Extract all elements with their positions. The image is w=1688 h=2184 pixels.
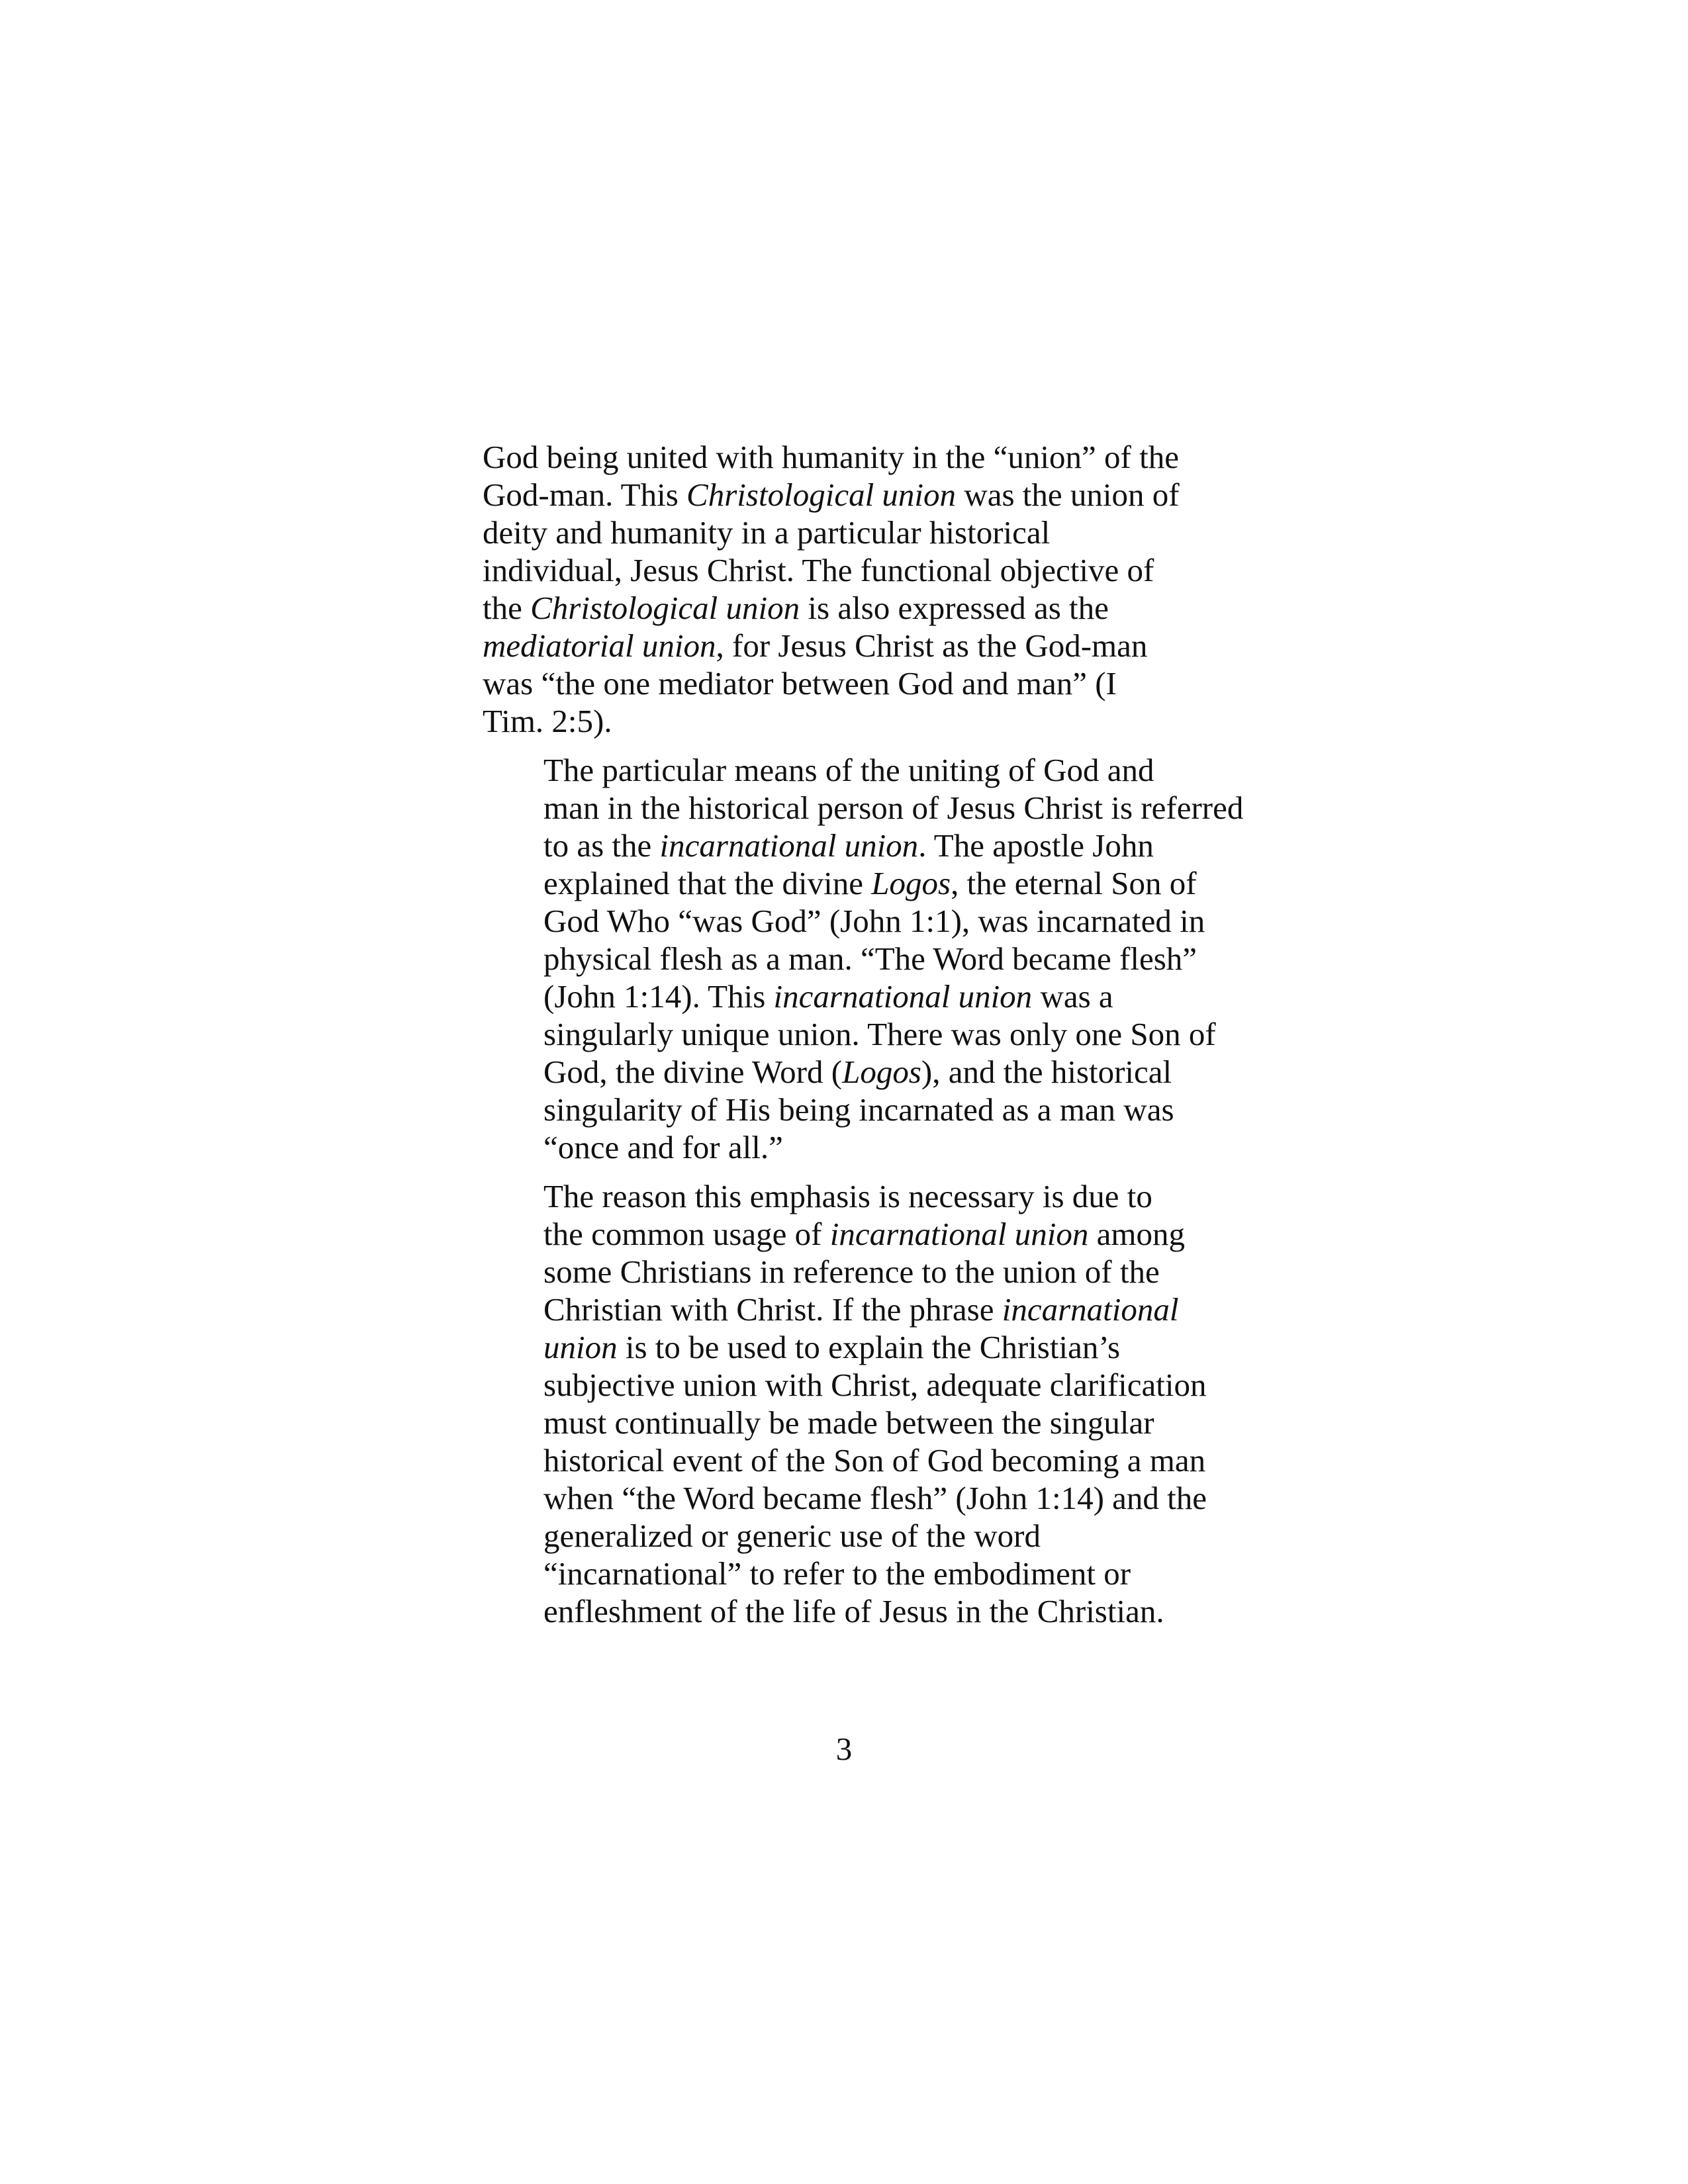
text-line <box>483 1592 1205 1630</box>
text-run: generalized or generic use of the word <box>543 1518 1041 1554</box>
paragraph <box>483 751 1244 1166</box>
text-line <box>483 1128 1205 1166</box>
text-line <box>483 702 1205 740</box>
text-run: God, the divine Word ( <box>543 1054 843 1090</box>
text-run: among <box>1088 1216 1185 1252</box>
paragraph <box>483 1177 1205 1630</box>
text-run: Tim. 2:5). <box>483 703 612 739</box>
text-line <box>483 1053 1205 1091</box>
page-number: 3 <box>835 1731 853 1767</box>
text-run: The particular means of the uniting of God and <box>543 752 1154 788</box>
text-line <box>483 1517 1205 1555</box>
text-run: enfleshment of the life of Jesus in the Christian. <box>543 1593 1164 1629</box>
text-line <box>483 1404 1205 1441</box>
text-run: when “the Word became flesh” (John 1:14) and the <box>543 1480 1207 1516</box>
text-line <box>483 1555 1205 1592</box>
text-line <box>483 1177 1205 1215</box>
text-run: individual, Jesus Christ. The functional objective of <box>483 552 1154 588</box>
text-run: “once and for all.” <box>543 1129 783 1165</box>
text-line <box>483 827 1205 864</box>
text-line <box>483 551 1205 589</box>
text-line <box>483 627 1205 664</box>
text-line <box>483 1215 1205 1253</box>
text-line <box>483 751 1205 789</box>
text-run: the common usage of <box>543 1216 830 1252</box>
text-run: (John 1:14). This <box>543 978 774 1015</box>
text-run: singularity of His being incarnated as a man was <box>543 1091 1174 1128</box>
italic-text: incarnational union <box>829 1216 1089 1252</box>
text-run: The reason this emphasis is necessary is due to <box>543 1178 1152 1214</box>
text-line <box>483 1015 1216 1053</box>
italic-text: Christological union <box>686 477 957 513</box>
text-line <box>483 438 1205 476</box>
text-run: , for Jesus Christ as the God-man <box>716 627 1148 664</box>
text-run: was “the one mediator between God and man” (I <box>483 665 1117 702</box>
text-run: must continually be made between the singular <box>543 1404 1154 1441</box>
text-run: is to be used to explain the Christian’s <box>617 1329 1121 1365</box>
italic-text: Christological union <box>530 590 800 626</box>
text-line <box>483 940 1205 978</box>
text-line <box>483 978 1205 1015</box>
text-run: God being united with humanity in the “union” of the <box>483 439 1179 475</box>
text-run: historical event of the Son of God becoming a man <box>543 1442 1206 1479</box>
text-run: ), and the historical <box>921 1054 1172 1090</box>
italic-text: Logos <box>842 1054 921 1090</box>
italic-text: incarnational union <box>773 978 1033 1015</box>
text-run: was the union of <box>956 477 1180 513</box>
text-run: God Who “was God” (John 1:1), was incarnated in <box>543 903 1205 939</box>
text-run: explained that the divine <box>543 865 872 901</box>
italic-text: union <box>543 1329 618 1365</box>
text-run: to as the <box>543 827 660 864</box>
text-line <box>483 1328 1205 1366</box>
text-line <box>483 864 1205 902</box>
text-run: . The apostle John <box>918 827 1154 864</box>
italic-text: Logos <box>871 865 951 901</box>
italic-text: mediatorial union <box>483 627 716 664</box>
text-line <box>483 902 1205 940</box>
text-run: “incarnational” to refer to the embodiment or <box>543 1555 1131 1592</box>
text-run: the <box>483 590 531 626</box>
text-line <box>483 1366 1205 1404</box>
text-line <box>483 789 1244 827</box>
paragraph <box>483 438 1205 740</box>
text-line <box>483 1291 1205 1328</box>
text-run: man in the historical person of Jesus Christ is referred <box>543 790 1244 826</box>
italic-text: incarnational <box>1002 1291 1179 1328</box>
text-run: subjective union with Christ, adequate clarification <box>543 1367 1207 1403</box>
italic-text: incarnational union <box>659 827 919 864</box>
text-line <box>483 664 1205 702</box>
text-run: physical flesh as a man. “The Word became flesh” <box>543 940 1197 977</box>
text-run: is also expressed as the <box>800 590 1109 626</box>
text-line <box>483 589 1205 627</box>
text-line <box>483 514 1205 551</box>
text-line <box>483 1091 1205 1128</box>
text-run: deity and humanity in a particular historical <box>483 514 1051 551</box>
text-run: Christian with Christ. If the phrase <box>543 1291 1002 1328</box>
text-run: singularly unique union. There was only one Son of <box>543 1016 1216 1052</box>
text-run: was a <box>1032 978 1113 1015</box>
text-line <box>483 1441 1205 1479</box>
text-run: God-man. This <box>483 477 687 513</box>
text-line <box>483 1253 1205 1291</box>
text-line <box>483 1479 1205 1517</box>
text-run: , the eternal Son of <box>951 865 1197 901</box>
text-run: some Christians in reference to the union of the <box>543 1253 1160 1290</box>
text-line <box>483 476 1205 514</box>
body-text <box>483 438 1244 1641</box>
